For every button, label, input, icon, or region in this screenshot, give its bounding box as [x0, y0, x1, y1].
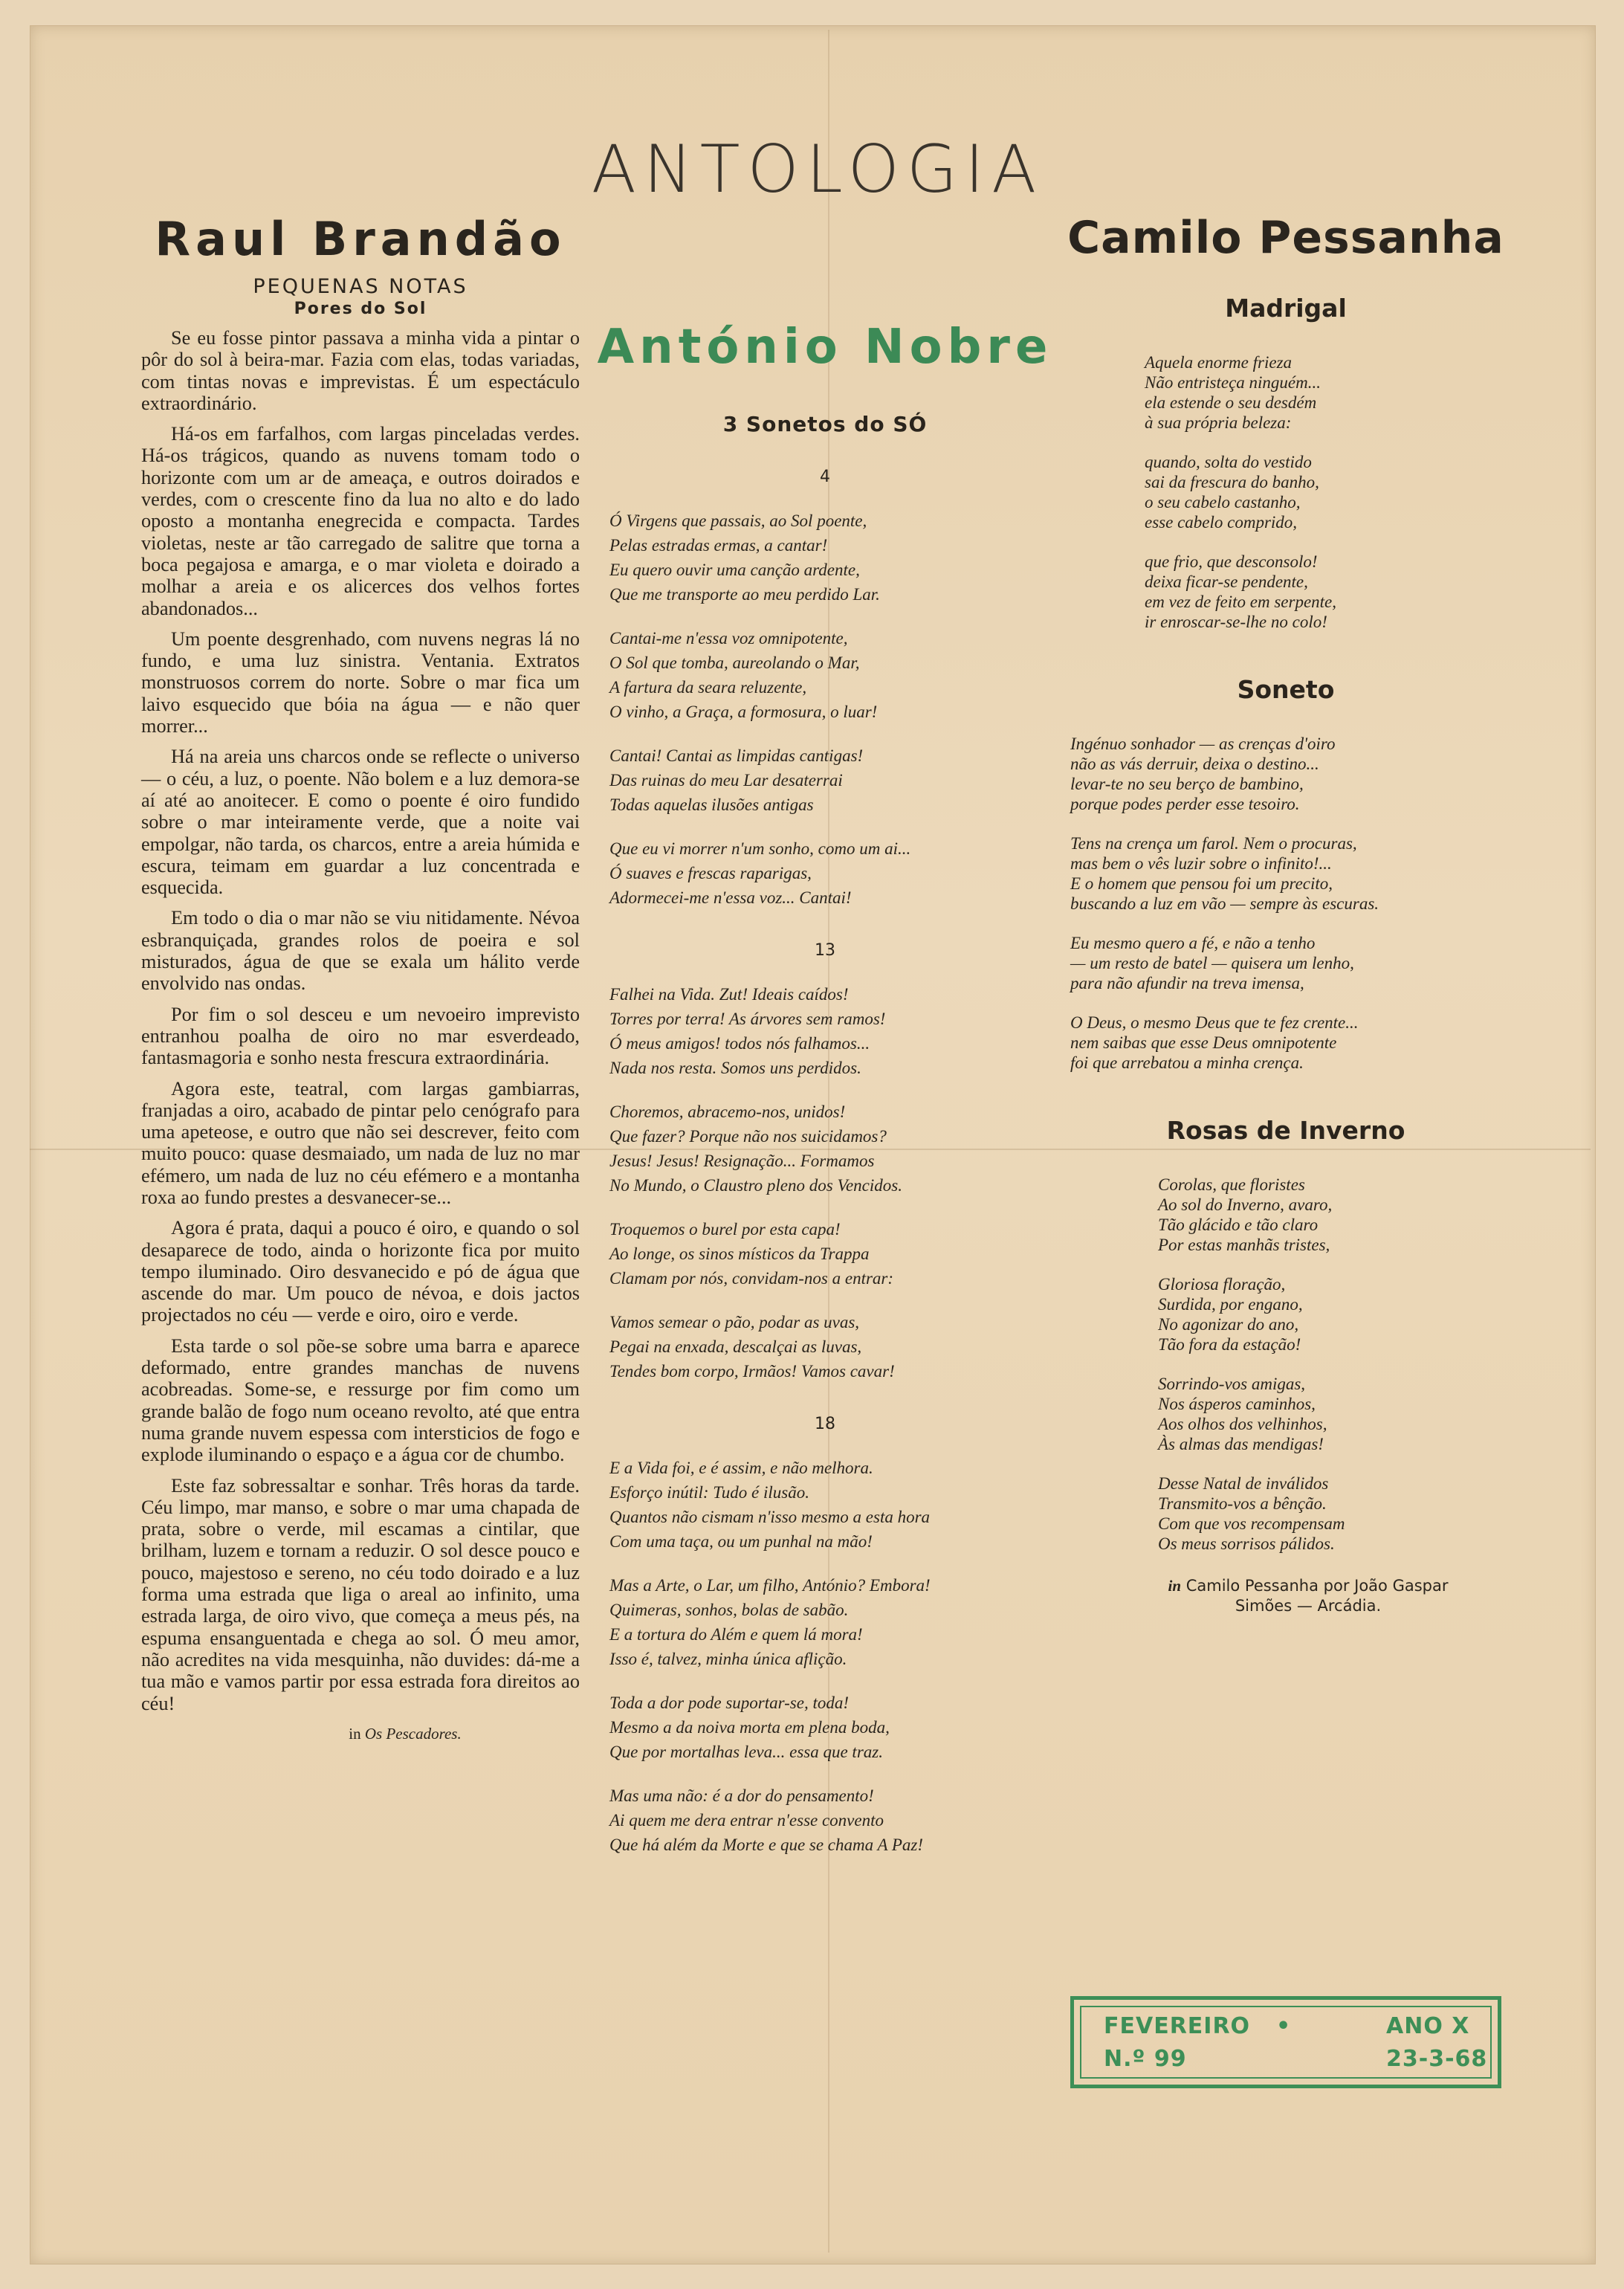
stanza	[609, 1100, 1055, 1198]
issue-year: ANO X	[1386, 2013, 1470, 2039]
verse-line: Choremos, abracemo-nos, unidos!	[609, 1102, 846, 1121]
verse-line: Ao sol do Inverno, avaro,	[1158, 1195, 1333, 1214]
prose-paragraph: Um poente desgrenhado, com nuvens negras lá no fundo, e uma luz sinistra. Ventania. Extratos monstruosos correm do norte. Sobre o mar fica um laivo esquecido que bóia na água — e não quer morrer...	[141, 627, 580, 737]
poem	[1063, 294, 1509, 632]
stanza	[1070, 833, 1509, 914]
verse-line: Que fazer? Porque não nos suicidamos?	[609, 1127, 887, 1146]
stanza	[609, 1217, 1055, 1291]
verse-line: Mas a Arte, o Lar, um filho, António? Embora!	[609, 1576, 931, 1595]
stanza	[1070, 1013, 1509, 1073]
verse-line: O vinho, a Graça, a formosura, o luar!	[609, 703, 878, 721]
verse-line: Às almas das mendigas!	[1158, 1435, 1324, 1453]
verse-line: Clamam por nós, convidam-nos a entrar:	[609, 1269, 894, 1288]
verse-line: em vez de feito em serpente,	[1145, 593, 1337, 611]
stanza	[1145, 452, 1509, 532]
verse-line: Das ruinas do meu Lar desaterrai	[609, 771, 843, 790]
verse-line: Todas aquelas ilusões antigas	[609, 795, 814, 814]
verse-line: Aquela enorme frieza	[1145, 353, 1293, 372]
verse-line: Ao longe, os sinos místicos da Trappa	[609, 1244, 870, 1263]
prose-paragraph: Este faz sobressaltar e sonhar. Três horas da tarde. Céu limpo, mar manso, e sobre o mar uma chapada de prata, sobre o verde, mil escamas a cintilar, que brilham, luzem e tornam a reduzir. O sol desce pouco e pouco, majestoso e sereno, no céu todo doirado e a luz forma uma estrada que liga o areal ao infinito, uma estrada larga, de oiro vivo, que começa a meus pés, na espuma ensanguentada e chega ao sol. Ó meu amor, não acredites na vida mesquinha, não duvides: dá-me a tua mão e vamos partir por essa estrada fora direitos ao céu!	[141, 1474, 580, 1714]
prose-paragraph: Agora é prata, daqui a pouco é oiro, e quando o sol desaparece de todo, ainda o horizonte fica por muito tempo iluminado. Oiro desvanecido e pó de água que ascende do mar. Um pouco de névoa, e dois jactos projectados no céu — verde e oiro, oiro e verde.	[141, 1217, 580, 1326]
verse-line: Cantai! Cantai as limpidas cantigas!	[609, 746, 864, 765]
prose-paragraph: Em todo o dia o mar não se viu nitidamente. Névoa esbranquiçada, grandes rolos de poeira e sol misturados, água de que se exala um hálito verde envolvido nas ondas.	[141, 907, 580, 995]
verse-line: Eu quero ouvir uma canção ardente,	[609, 561, 860, 579]
poem	[1063, 1116, 1509, 1554]
author-camilo-pessanha: Camilo Pessanha	[1067, 212, 1504, 264]
verse-line: Os meus sorrisos pálidos.	[1158, 1534, 1335, 1553]
verse-line: Tão fora da estação!	[1158, 1335, 1301, 1354]
verse-line: Tão glácido e tão claro	[1158, 1215, 1319, 1234]
verse-line: Esforço inútil: Tudo é ilusão.	[609, 1483, 809, 1502]
verse-line: E o homem que pensou foi um precito,	[1070, 874, 1333, 893]
author-raul-brandao: Raul Brandão	[155, 212, 566, 266]
stanza	[609, 1456, 1055, 1554]
verse-line: não as vás derruir, deixa o destino...	[1070, 755, 1319, 773]
verse-line: esse cabelo comprido,	[1145, 513, 1298, 532]
masthead-title: ANTOLOGIA	[591, 131, 1044, 207]
verse-line: buscando a luz em vão — sempre às escuras.	[1070, 894, 1379, 913]
verse-line: Mas uma não: é a dor do pensamento!	[609, 1786, 874, 1805]
verse-line: à sua própria beleza:	[1145, 413, 1292, 432]
credit-line-2: Simões — Arcádia.	[1235, 1597, 1382, 1615]
verse-line: O Deus, o mesmo Deus que te fez crente...	[1070, 1013, 1359, 1032]
verse-line: Que por mortalhas leva... essa que traz.	[609, 1743, 883, 1761]
verse-line: Eu mesmo quero a fé, e não a tenho	[1070, 934, 1316, 952]
verse-line: Que há além da Morte e que se chama A Paz!	[609, 1836, 924, 1854]
verse-line: Adormecei-me n'essa voz... Cantai!	[609, 888, 852, 907]
stanza	[1158, 1274, 1509, 1355]
camilo-pessanha-column	[1063, 212, 1509, 1616]
verse-line: Cantai-me n'essa voz omnipotente,	[609, 629, 848, 648]
verse-line: ir enroscar-se-lhe no colo!	[1145, 613, 1327, 631]
verse-line: Aos olhos dos velhinhos,	[1158, 1415, 1327, 1433]
stanza	[609, 836, 1055, 910]
prose-paragraph: Se eu fosse pintor passava a minha vida a pintar o pôr do sol à beira-mar. Fazia com elas, todas variadas, com tintas novas e imprevistas. É um espectáculo extraordinário.	[141, 327, 580, 414]
poems-list	[1063, 294, 1509, 1554]
verse-line: Transmito-vos a bênção.	[1158, 1494, 1327, 1513]
verse-line: Quantos não cismam n'isso mesmo a esta hora	[609, 1508, 931, 1526]
prose-paragraph: Há-os em farfalhos, com largas pinceladas verdes. Há-os trágicos, quando as nuvens tomam todo o horizonte com um ar de ameaça, e outros doirados e verdes, com o crescente fino da lua no alto e do lado oposto a montanha enegrecida e compacta. Tardes violetas, neste ar tão carregado de salitre que torna a boca pegajosa e amarga, e o mar violeta e doirado a molhar a areia e os alicerces dos velhos fortes abandonados...	[141, 423, 580, 619]
verse-line: porque podes perder esse tesoiro.	[1070, 795, 1300, 813]
verse-line: que frio, que desconsolo!	[1145, 552, 1318, 571]
issue-number: N.º 99	[1104, 2046, 1187, 2072]
verse-line: No Mundo, o Claustro pleno dos Vencidos.	[609, 1176, 902, 1195]
source-prefix: in	[349, 1724, 361, 1743]
verse-line: deixa ficar-se pendente,	[1145, 572, 1308, 591]
raul-brandao-column	[141, 212, 580, 1743]
verse-line: para não afundir na treva imensa,	[1070, 974, 1304, 992]
stanza	[1070, 734, 1509, 814]
verse-line: Com uma taça, ou um punhal na mão!	[609, 1532, 873, 1551]
verse-line: Ai quem me dera entrar n'esse convento	[609, 1811, 884, 1830]
poem-title: Madrigal	[1225, 294, 1347, 323]
author-antonio-nobre: António Nobre	[597, 320, 1053, 375]
verse-line: Desse Natal de inválidos	[1158, 1474, 1329, 1493]
verse-line: A fartura da seara reluzente,	[609, 678, 807, 697]
prose-paragraph: Agora este, teatral, com largas gambiarras, franjadas a oiro, acabado de pintar pelo cenógrafo para uma apeteose, e outro que não sei descrever, feito com muito pouco: quase desmaiado, um nada de luz no mar efémero, um nada de luz no céu efémero e a montanha roxa ao fundo prestes a desvanecer-se...	[141, 1077, 580, 1208]
verse-line: Mesmo a da noiva morta em plena boda,	[609, 1718, 890, 1737]
stanza	[1158, 1374, 1509, 1454]
verse-line: O Sol que tomba, aureolando o Mar,	[609, 653, 860, 672]
sonnet-number: 13	[815, 941, 835, 960]
poem	[1063, 675, 1509, 1073]
verse-line: — um resto de batel — quisera um lenho,	[1070, 954, 1354, 972]
verse-line: Jesus! Jesus! Resignação... Formamos	[609, 1152, 875, 1170]
verse-line: quando, solta do vestido	[1145, 453, 1312, 471]
prose-paragraph: Esta tarde o sol põe-se sobre uma barra e aparece deformado, entre grandes manchas de nuvens acobreadas. Some-se, e ressurge por fim como um grande balão de fogo num oceano revolto, até que entra numa grande nuvem espessa com intersticios de fogo e explode iluminando o espaço e a água cor de chumbo.	[141, 1334, 580, 1466]
verse-line: Toda a dor pode suportar-se, toda!	[609, 1694, 849, 1712]
stanza	[609, 1310, 1055, 1384]
verse-line: Pegai na enxada, descalçai as luvas,	[609, 1337, 862, 1356]
issue-month: FEVEREIRO	[1104, 2013, 1251, 2039]
verse-line: Ó Virgens que passais, ao Sol poente,	[609, 511, 867, 530]
stanza	[609, 1573, 1055, 1671]
verse-line: Falhei na Vida. Zut! Ideais caídos!	[609, 985, 849, 1004]
poem-title: Soneto	[1237, 675, 1335, 704]
poem-title: Rosas de Inverno	[1166, 1116, 1405, 1145]
verse-line: Nada nos resta. Somos uns perdidos.	[609, 1059, 861, 1077]
prose-body	[141, 327, 580, 1714]
verse-line: Tendes bom corpo, Irmãos! Vamos cavar!	[609, 1362, 895, 1381]
prose-title: Pores do Sol	[294, 300, 427, 318]
verse-line: Sorrindo-vos amigas,	[1158, 1375, 1306, 1393]
sonnet	[595, 468, 1055, 910]
prose-paragraph: Há na areia uns charcos onde se reflecte o universo — o céu, a luz, o poente. Não bolem e a luz demora-se aí até ao anoitecer. E como o poente é oiro fundido sobre o mar inteiramente verde, que a noite vai empolgar, não tarda, os charcos, entre a areia húmida e escura, teimam em guardar a luz concentrada e esquecida.	[141, 746, 580, 899]
sonnet	[595, 941, 1055, 1384]
issue-date-box	[1070, 1996, 1501, 2088]
verse-line: Vamos semear o pão, podar as uvas,	[609, 1313, 860, 1331]
issue-bullet: •	[1276, 2013, 1292, 2039]
sonnets-subtitle: 3 Sonetos do SÓ	[722, 412, 928, 436]
verse-line: levar-te no seu berço de bambino,	[1070, 775, 1304, 793]
verse-line: Troquemos o burel por esta capa!	[609, 1220, 841, 1239]
verse-line: Isso é, talvez, minha única aflição.	[609, 1650, 847, 1668]
stanza	[609, 743, 1055, 817]
verse-line: Torres por terra! As árvores sem ramos!	[609, 1010, 886, 1028]
prose-paragraph: Por fim o sol desceu e um nevoeiro imprevisto entranhou poalha de oiro no mar esverdeado, fantasmagoria e sonho nesta frescura extraordinária.	[141, 1003, 580, 1069]
stanza	[1158, 1473, 1509, 1554]
verse-line: o seu cabelo castanho,	[1145, 493, 1301, 511]
verse-line: No agonizar do ano,	[1158, 1315, 1299, 1334]
issue-date: 23-3-68	[1386, 2046, 1488, 2072]
section-subhead: PEQUENAS NOTAS	[253, 275, 468, 298]
verse-line: Surdida, por engano,	[1158, 1295, 1303, 1314]
stanza	[609, 509, 1055, 607]
poems-credit	[1063, 1576, 1509, 1616]
verse-line: E a tortura do Além e quem lá mora!	[609, 1625, 863, 1644]
stanza	[1158, 1175, 1509, 1255]
stanza	[609, 982, 1055, 1080]
prose-source	[141, 1725, 580, 1743]
verse-line: Pelas estradas ermas, a cantar!	[609, 536, 828, 555]
verse-line: Quimeras, sonhos, bolas de sabão.	[609, 1601, 849, 1619]
stanza	[1070, 933, 1509, 993]
stanza	[609, 1691, 1055, 1764]
verse-line: Ó meus amigos! todos nós falhamos...	[609, 1034, 870, 1053]
verse-line: Tens na crença um farol. Nem o procuras,	[1070, 834, 1357, 853]
verse-line: foi que arrebatou a minha crença.	[1070, 1053, 1304, 1072]
source-work: Os Pescadores.	[364, 1724, 462, 1743]
verse-line: Por estas manhãs tristes,	[1158, 1236, 1330, 1254]
verse-line: E a Vida foi, e é assim, e não melhora.	[609, 1459, 873, 1477]
verse-line: sai da frescura do banho,	[1145, 473, 1319, 491]
verse-line: Que me transporte ao meu perdido Lar.	[609, 585, 880, 604]
verse-line: Gloriosa floração,	[1158, 1275, 1286, 1294]
verse-line: Com que vos recompensam	[1158, 1514, 1345, 1533]
stanza	[1145, 352, 1509, 433]
verse-line: Corolas, que floristes	[1158, 1175, 1305, 1194]
verse-line: Que eu vi morrer n'um sonho, como um ai...	[609, 839, 911, 858]
verse-line: Nos ásperos caminhos,	[1158, 1395, 1316, 1413]
credit-prefix: in	[1168, 1577, 1182, 1595]
stanza	[609, 626, 1055, 724]
stanza	[1145, 552, 1509, 632]
sonnet-number: 4	[820, 468, 830, 486]
verse-line: mas bem o vês luzir sobre o infinito!...	[1070, 854, 1332, 873]
sonnet	[595, 1415, 1055, 1857]
verse-line: nem saibas que esse Deus omnipotente	[1070, 1033, 1337, 1052]
verse-line: Ingénuo sonhador — as crenças d'oiro	[1070, 735, 1336, 753]
verse-line: Ó suaves e frescas raparigas,	[609, 864, 812, 882]
sonnets-list	[595, 468, 1055, 1857]
sonnet-number: 18	[815, 1415, 835, 1433]
verse-line: ela estende o seu desdém	[1145, 393, 1317, 412]
antonio-nobre-column	[595, 320, 1055, 1876]
verse-line: Não entristeça ninguém...	[1145, 373, 1321, 392]
credit-line-1: Camilo Pessanha por João Gaspar	[1185, 1577, 1449, 1595]
stanza	[609, 1783, 1055, 1857]
